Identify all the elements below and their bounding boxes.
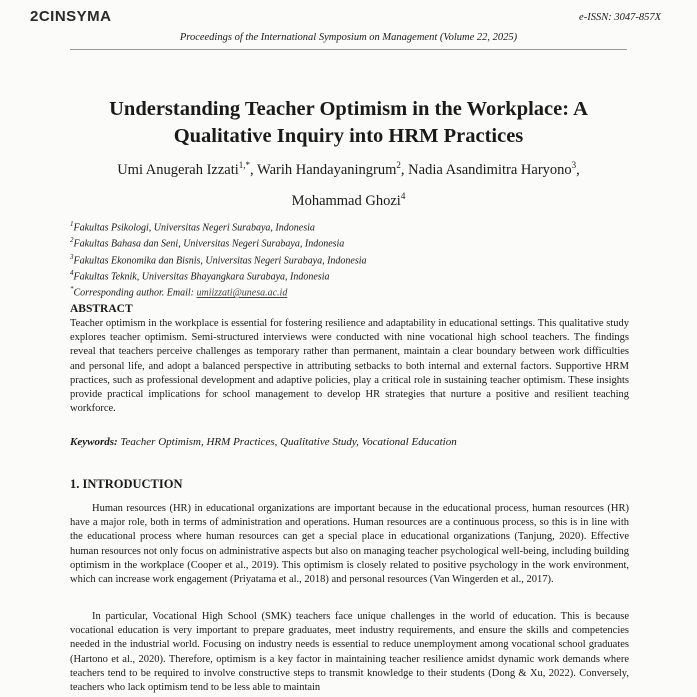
section-heading-introduction: 1. INTRODUCTION [70,477,183,491]
author-separator: , [400,161,409,178]
paper-title: Understanding Teacher Optimism in the Workplace: A Qualitative Inquiry into HRM Practices [109,98,588,147]
corresponding-mark: * [70,285,74,294]
author-affiliation-mark: 3 [571,160,577,170]
proceedings-header: Proceedings of the International Symposium on Management (Volume 22, 2025) [179,32,518,43]
abstract-text: Teacher optimism in the workplace is essential for fostering resilience and adaptability in educational settings. This qualitative study explores teacher optimism. Semi-structured interviews were conducted with nine vocational high school teachers. The findings reveal that teachers perceive challenges as temporary rather than permanent, maintain a clear boundary between work difficulties and personal life, and adopt a balanced perspective in attributing setbacks to both internal and external factors. Supportive HRM practices, such as professional development and adaptive policies, play a critical role in sustaining teacher optimism. These insights provide practical implications for school management to develop HR strategies that nurture a positive and resilient teaching workforce. [70,318,629,415]
author-name: Umi Anugerah Izzati [117,161,239,178]
affiliation-text: Fakultas Bahasa dan Seni, Universitas Negeri Surabaya, Indonesia [73,238,345,250]
author-affiliation-mark: 2 [396,160,401,170]
affiliation [70,234,490,250]
affiliation-mark: 4 [70,268,74,277]
author-name: Nadia Asandimitra Haryono [408,161,572,178]
header-divider [70,49,627,50]
affiliation-mark: 2 [70,236,74,245]
affiliation-text: Fakultas Psikologi, Universitas Negeri Surabaya, Indonesia [73,222,315,234]
journal-logo: 2CINSYMA [30,8,112,25]
keywords-label: Keywords: [70,436,118,448]
affiliation-mark: 3 [70,252,74,261]
author-name: Mohammad Ghozi [291,192,401,209]
intro-paragraph-1: Human resources (HR) in educational organizations are important because in the educational process, human resources (HR) have a major role, both in terms of administration and operations. Human resources are a continuous process, so this is in line with the educational process where human resources can get a special place in educational organizations (Tanjung, 2020). Effective human resources not only focus on administrative aspects but also on managing teacher psychological well-being, including building optimism in the workplace (Cooper et al., 2019). This optimism is closely related to positive psychology in the work environment, which can increase work engagement (Priyatama et al., 2018) and personal resources (Van Wingerden et al., 2017). [70,503,629,586]
author-list [60,152,637,214]
affiliation [70,267,490,283]
intro-paragraph-2: In particular, Vocational High School (SMK) teachers face unique challenges in the world of education. This is because vocational education is very important to prepare graduates, meet industry requirements, and ensure the skills and competencies needed in the industrial world. Focusing on industry needs is essential to reduce unemployment among vocational school graduates (Hartono et al., 2020). Therefore, optimism is a key factor in maintaining teacher resilience amidst dynamic work demands where teachers tend to be required to involve constructive steps to transmit knowledge to their students (Dong & Xu, 2022). Conversely, teachers who lack optimism tend to be less able to maintain [70,611,629,694]
affiliation-text: Fakultas Teknik, Universitas Bhayangkara Surabaya, Indonesia [73,271,330,283]
affiliation-mark: 1 [70,220,74,228]
abstract-heading: ABSTRACT [70,303,133,315]
author-separator: , [576,161,580,178]
author-name: Warih Handayaningrum [257,161,397,178]
affiliation [70,218,490,234]
author-affiliation-mark: 1,* [238,160,251,170]
affiliation-list [70,218,490,300]
corresponding-email-link[interactable]: umiizzati@unesa.ac.id [196,287,288,299]
corresponding-label: Corresponding author. Email: [73,287,194,299]
corresponding-author [70,283,490,299]
affiliation [70,251,490,267]
affiliation-text: Fakultas Ekonomika dan Bisnis, Universitas Negeri Surabaya, Indonesia [73,254,367,266]
author-separator: , [250,161,258,178]
keywords-text: Teacher Optimism, HRM Practices, Qualitative Study, Vocational Education [120,436,457,448]
issn: e-ISSN: 3047-857X [579,12,661,23]
author-affiliation-mark: 4 [400,190,406,201]
keywords [70,436,629,448]
